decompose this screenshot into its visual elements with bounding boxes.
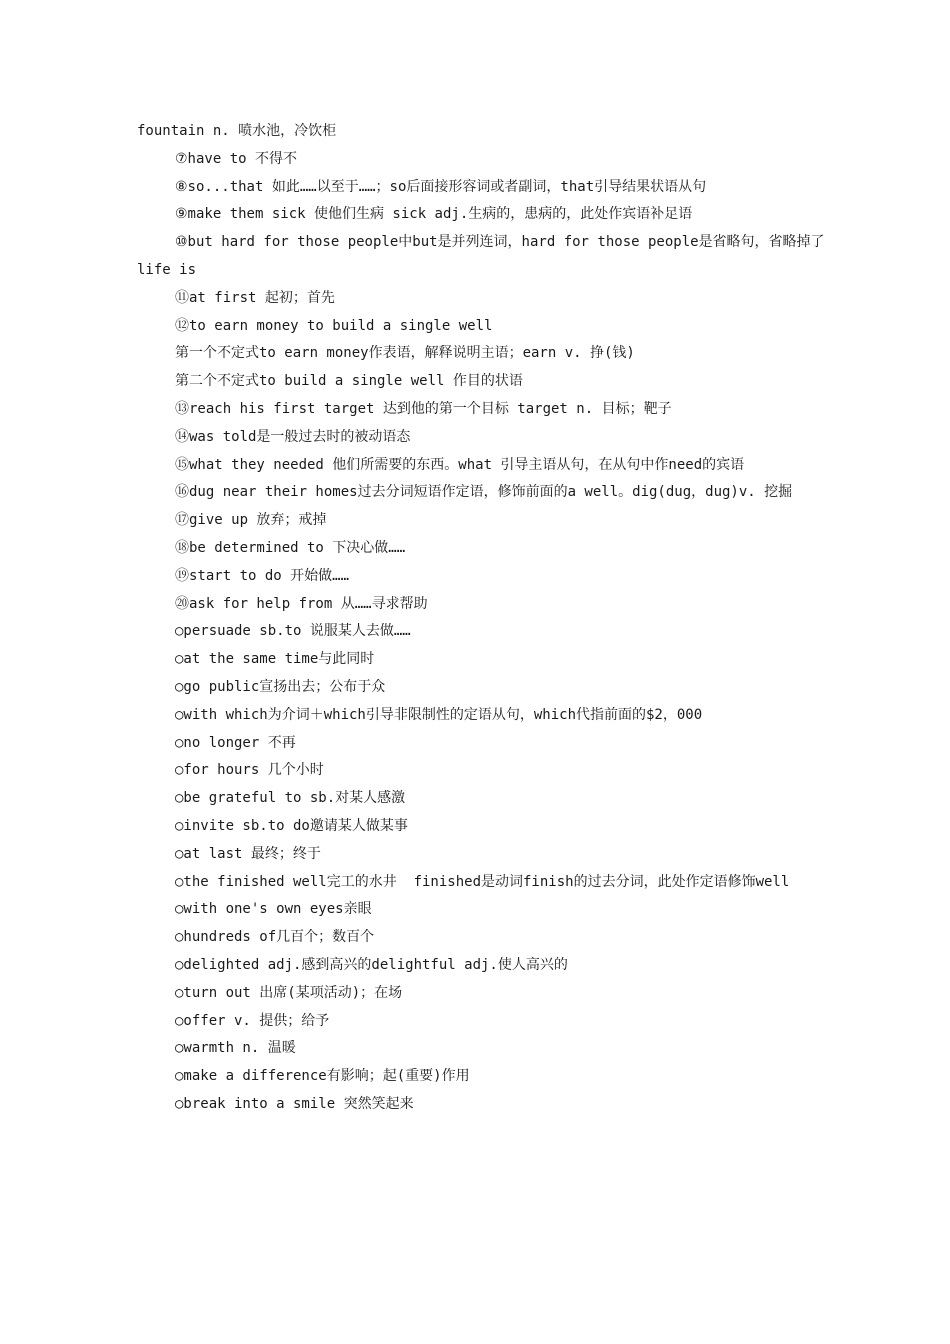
document-page <box>137 118 827 1119</box>
note-line: ○hundreds of几百个；数百个 <box>175 929 375 946</box>
note-line: ⑧so...that 如此……以至于……；so后面接形容词或者副词，that引导结果状语从句 <box>175 178 707 195</box>
note-line: ⑨make them sick 使他们生病 sick adj.生病的，患病的，此处作宾语补足语 <box>175 206 693 223</box>
note-line: ○with which为介词＋which引导非限制性的定语从句，which代指前面的$2，000 <box>175 706 703 723</box>
note-line: ○make a difference有影响；起(重要)作用 <box>175 1068 470 1085</box>
note-line: ○warmth n. 温暖 <box>175 1040 296 1057</box>
note-line: 第二个不定式to build a single well 作目的状语 <box>175 373 523 390</box>
note-line: ○offer v. 提供；给予 <box>175 1012 330 1029</box>
note-line: ⑮what they needed 他们所需要的东西。what 引导主语从句，在从句中作need的宾语 <box>175 456 745 473</box>
note-line: ⑭was told是一般过去时的被动语态 <box>175 428 411 445</box>
note-line: ⑬reach his first target 达到他的第一个目标 target n. 目标；靶子 <box>175 400 672 417</box>
note-line: ⑩but hard for those people中but是并列连词，hard for those people是省略句，省略掉了life is <box>137 234 825 278</box>
note-line: ○no longer 不再 <box>175 734 296 751</box>
note-line: ⑫to earn money to build a single well <box>175 317 493 334</box>
note-line: ⑪at first 起初；首先 <box>175 289 335 306</box>
note-line: ⑲start to do 开始做…… <box>175 567 350 584</box>
note-line: ○at the same time与此同时 <box>175 651 375 668</box>
note-line: 第一个不定式to earn money作表语，解释说明主语；earn v. 挣(钱) <box>175 345 635 362</box>
note-line: ⑯dug near their homes过去分词短语作定语，修饰前面的a well。dig(dug，dug)v. 挖掘 <box>175 484 793 501</box>
note-line: ○at last 最终；终于 <box>175 845 321 862</box>
note-line: ⑰give up 放弃；戒掉 <box>175 512 327 529</box>
note-line: ○invite sb.to do邀请某人做某事 <box>175 817 408 834</box>
note-line: ⑳ask for help from 从……寻求帮助 <box>175 595 428 612</box>
note-line: ○the finished well完工的水井 finished是动词finish的过去分词，此处作定语修饰well <box>175 873 790 890</box>
note-line: ○for hours 几个小时 <box>175 762 324 779</box>
note-line: ○delighted adj.感到高兴的delightful adj.使人高兴的 <box>175 956 568 973</box>
note-line: ○be grateful to sb.对某人感激 <box>175 790 406 807</box>
note-line: ○break into a smile 突然笑起来 <box>175 1095 414 1112</box>
note-line: ○with one's own eyes亲眼 <box>175 901 372 918</box>
note-line: ○turn out 出席(某项活动)；在场 <box>175 984 403 1001</box>
note-line: ○persuade sb.to 说服某人去做…… <box>175 623 411 640</box>
note-line: ⑦have to 不得不 <box>175 150 297 167</box>
note-line: fountain n. 喷水池，冷饮柜 <box>137 123 337 139</box>
note-line: ⑱be determined to 下决心做…… <box>175 539 406 556</box>
note-line: ○go public宣扬出去；公布于众 <box>175 678 386 695</box>
